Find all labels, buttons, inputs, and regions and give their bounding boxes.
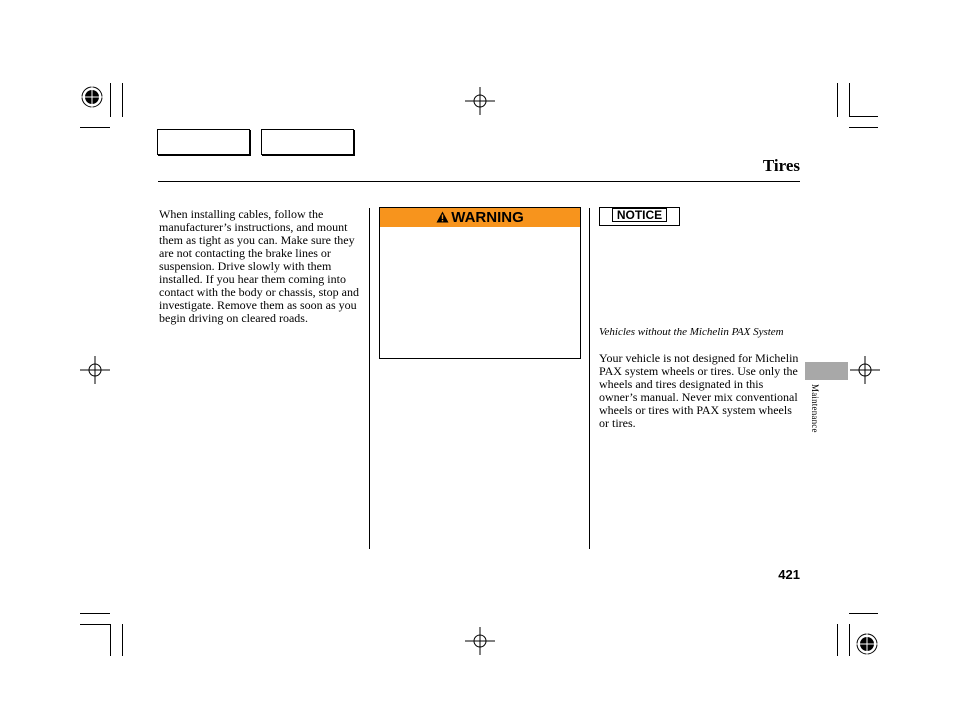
page-title: Tires: [762, 156, 800, 175]
side-tab-marker: [805, 362, 848, 380]
crosshair-icon: [465, 627, 495, 655]
left-column-paragraph: When installing cables, follow the manufacturer’s instructions, and mount them as tight as you can. Make sure they are not contacting the brake lines or suspension. Drive slowly with them installed. If you hear them coming into contact with the body or chassis, stop and investigate. Remove them as soon as you begin driving on cleared roads.: [159, 207, 359, 325]
page-number: 421: [778, 567, 800, 582]
crosshair-target-icon: [78, 83, 106, 111]
side-tab-label: Maintenance: [810, 384, 820, 433]
notice-label: NOTICE: [612, 208, 667, 222]
column-divider: [369, 208, 370, 549]
warning-label: WARNING: [451, 209, 524, 226]
notice-box: [599, 207, 680, 226]
nav-button-index[interactable]: [261, 129, 354, 155]
crosshair-icon: [80, 356, 110, 384]
right-column-paragraph: Your vehicle is not designed for Michelin PAX system wheels or tires. Use only the wheels and tires designated in this owner’s manual. Never mix conventional wheels or tires with PAX system wheels or tires.: [599, 351, 799, 430]
warning-box: [379, 207, 581, 359]
warning-header: [380, 208, 580, 227]
crosshair-icon: [850, 356, 880, 384]
nav-button-contents[interactable]: [157, 129, 250, 155]
column-divider: [589, 208, 590, 549]
header-rule: [158, 181, 800, 182]
crosshair-icon: [465, 87, 495, 115]
warning-triangle-icon: [436, 211, 449, 223]
crosshair-target-icon: [853, 630, 881, 658]
right-column-subheading: Vehicles without the Michelin PAX System: [599, 326, 784, 338]
